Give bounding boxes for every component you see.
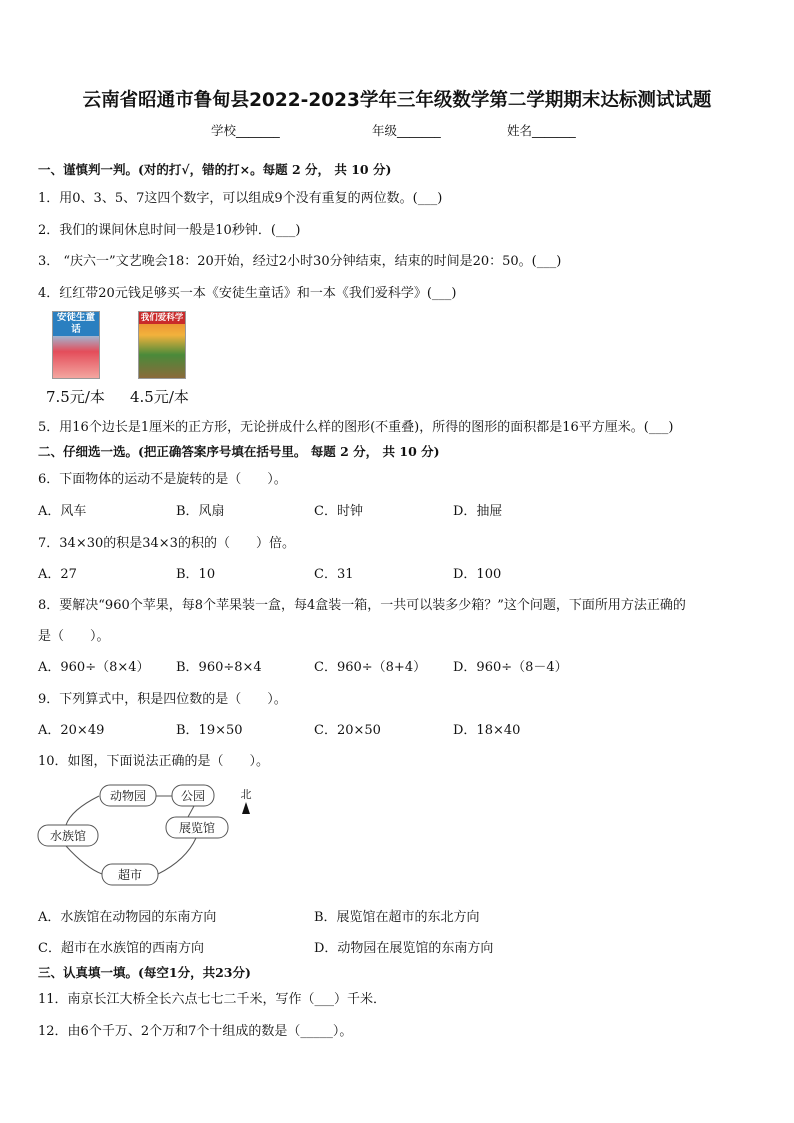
- q6-option-d: D．抽屉: [453, 504, 503, 519]
- section2-heading: 二、仔细选一选。(把正确答案序号填在括号里。 每题 2 分， 共 10 分): [38, 444, 440, 459]
- question-5: 5．用16个边长是1厘米的正方形，无论拼成什么样的图形(不重叠)，所得的图形的面积都是16平方厘米。(___): [38, 420, 674, 435]
- north-arrow-icon: [242, 802, 250, 814]
- question-2: 2．我们的课间休息时间一般是10秒钟．(___): [38, 223, 301, 238]
- page-title: 云南省昭通市鲁甸县2022-2023学年三年级数学第二学期期末达标测试试题: [82, 90, 712, 111]
- q8-option-a: A．960÷（8×4）: [38, 660, 150, 675]
- q10-option-a: A．水族馆在动物园的东南方向: [38, 910, 217, 925]
- exhibition-label: 展览馆: [178, 821, 216, 835]
- q9-option-b: B．19×50: [176, 723, 243, 738]
- question-11: 11．南京长江大桥全长六点七七二千米，写作（___）千米．: [38, 992, 387, 1007]
- book2-price: 4.5元/本: [130, 388, 189, 406]
- question-8-line1: 8．要解决“960个苹果，每8个苹果装一盒，每4盒装一箱，一共可以装多少箱？”这个问题，下面所用方法正确的: [38, 598, 686, 613]
- question-1: 1．用0、3、5、7这四个数字，可以组成9个没有重复的两位数。(___): [38, 191, 443, 206]
- section3-heading: 三、认真填一填。(每空1分，共23分): [38, 965, 251, 980]
- question-3: 3． “庆六一”文艺晚会18：20开始，经过2小时30分钟结束，结束的时间是20：50。(___): [38, 254, 562, 269]
- question-6: 6．下面物体的运动不是旋转的是（ ）。: [38, 472, 287, 487]
- q9-option-d: D．18×40: [453, 723, 521, 738]
- north-label: 北: [240, 788, 252, 801]
- school-field: 学校_______: [211, 123, 280, 138]
- q7-option-d: D．100: [453, 567, 502, 582]
- question-8-line2: 是（ ）。: [38, 629, 110, 644]
- park-label: 公园: [180, 789, 206, 803]
- q10-option-c: C．超市在水族馆的西南方向: [38, 941, 204, 956]
- direction-map: [36, 780, 266, 890]
- q7-option-a: A．27: [38, 567, 77, 582]
- q6-option-a: A．风车: [38, 504, 87, 519]
- q8-option-c: C．960÷（8+4）: [314, 660, 427, 675]
- edge-market-exhibition: [158, 838, 196, 874]
- q8-option-b: B．960÷8×4: [176, 660, 262, 675]
- edge-aquarium-market: [66, 846, 102, 874]
- book1-price: 7.5元/本: [46, 388, 105, 406]
- q10-option-d: D．动物园在展览馆的东南方向: [314, 941, 494, 956]
- question-4: 4．红红带20元钱足够买一本《安徒生童话》和一本《我们爱科学》(___): [38, 286, 457, 301]
- section1-heading: 一、谨慎判一判。(对的打√，错的打×。每题 2 分， 共 10 分): [38, 162, 392, 177]
- book-cover-andersen: [52, 311, 100, 379]
- q6-option-b: B．风扇: [176, 504, 225, 519]
- aquarium-label: 水族馆: [49, 829, 87, 843]
- question-10: 10．如图，下面说法正确的是（ ）。: [38, 754, 270, 769]
- edge-zoo-aquarium: [66, 796, 99, 825]
- market-label: 超市: [117, 868, 143, 882]
- q7-option-b: B．10: [176, 567, 216, 582]
- q9-option-c: C．20×50: [314, 723, 381, 738]
- q8-option-d: D．960÷（8－4）: [453, 660, 568, 675]
- book1-title: 安徒生童话: [53, 312, 99, 336]
- grade-field: 年级_______: [372, 123, 441, 138]
- edge-park-exhibition: [188, 806, 194, 817]
- q6-option-c: C．时钟: [314, 504, 363, 519]
- question-9: 9．下列算式中，积是四位数的是（ ）。: [38, 692, 287, 707]
- question-12: 12．由6个千万、2个万和7个十组成的数是（_____）。: [38, 1024, 353, 1039]
- question-7: 7．34×30的积是34×3的积的（ ）倍。: [38, 536, 295, 551]
- book2-title: 我们爱科学: [140, 313, 184, 323]
- q9-option-a: A．20×49: [38, 723, 105, 738]
- name-field: 姓名_______: [507, 123, 576, 138]
- q7-option-c: C．31: [314, 567, 354, 582]
- q10-option-b: B．展览馆在超市的东北方向: [314, 910, 480, 925]
- zoo-label: 动物园: [109, 789, 147, 803]
- book-cover-science: [138, 311, 186, 379]
